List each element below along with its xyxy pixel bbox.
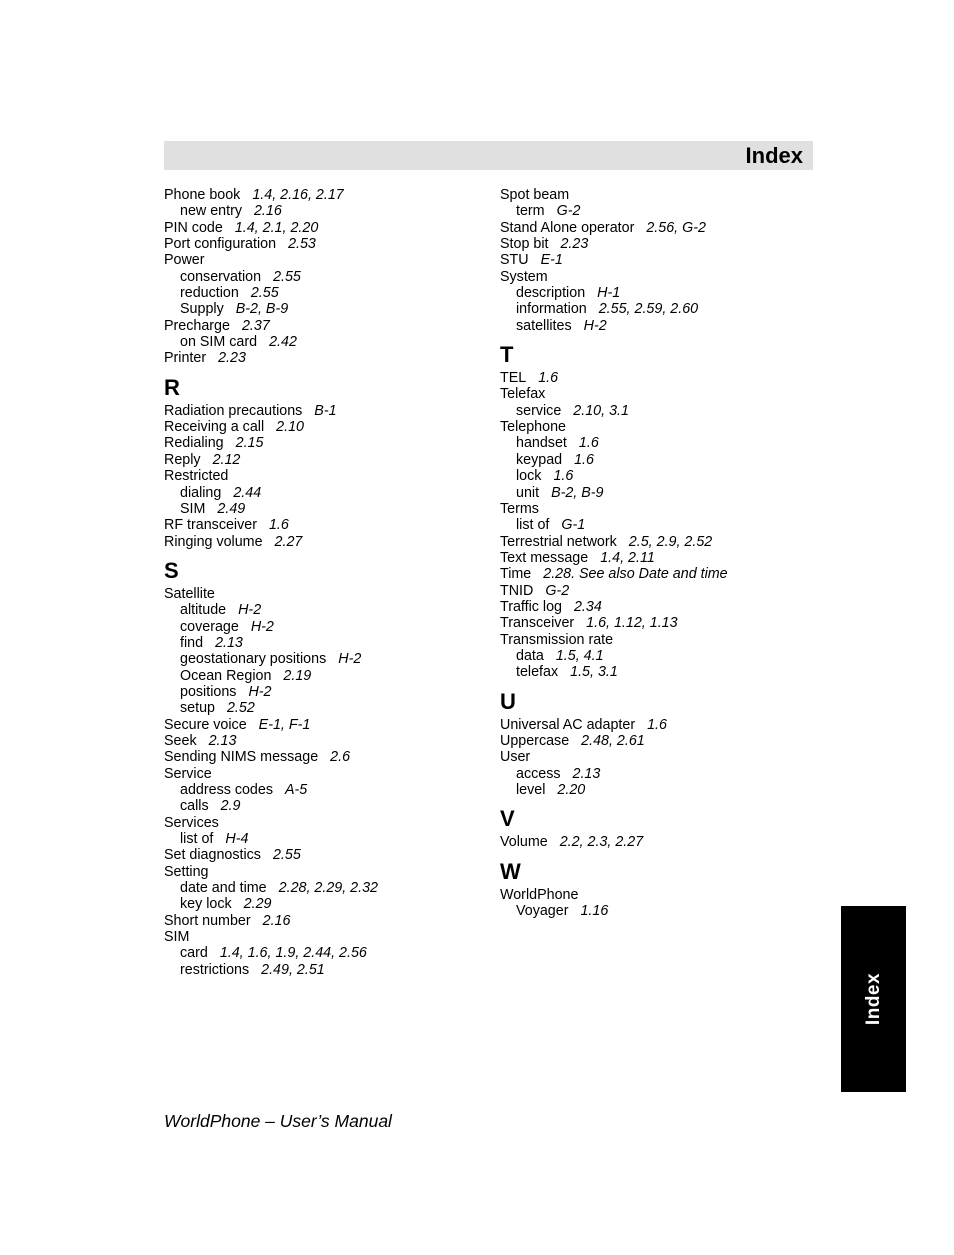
- entry-page-refs[interactable]: G-2: [545, 582, 570, 599]
- entry-page-refs[interactable]: 2.44: [233, 484, 262, 501]
- entry-page-refs[interactable]: H-2: [338, 651, 362, 668]
- entry-term: Setting: [164, 863, 209, 880]
- entry-page-refs[interactable]: B-2, B-9: [551, 484, 604, 501]
- index-entry: [164, 717, 484, 733]
- entry-term: Time: [500, 566, 532, 583]
- entry-term: geostationary positions: [180, 651, 327, 668]
- index-entry: [164, 929, 484, 945]
- entry-page-refs[interactable]: 2.10: [276, 419, 304, 436]
- index-subentry: [500, 766, 820, 782]
- entry-term: unit: [516, 484, 540, 501]
- index-entry: [500, 269, 820, 285]
- entry-page-refs[interactable]: B-2, B-9: [235, 301, 289, 318]
- entry-page-refs[interactable]: 2.20: [557, 782, 586, 798]
- entry-term: Radiation precautions: [164, 402, 303, 419]
- index-subentry: [164, 485, 484, 501]
- index-entry: [164, 452, 484, 468]
- entry-page-refs[interactable]: H-2: [248, 683, 272, 700]
- index-entry: [164, 468, 484, 484]
- entry-page-refs[interactable]: 1.4, 2.11: [600, 549, 655, 566]
- entry-page-refs[interactable]: H-2: [583, 317, 607, 334]
- index-entry: [500, 236, 820, 252]
- index-entry: [164, 864, 484, 880]
- entry-term: Telephone: [500, 419, 566, 436]
- entry-page-refs[interactable]: 1.6: [553, 468, 574, 485]
- entry-page-refs[interactable]: 2.16: [262, 912, 291, 929]
- entry-term: reduction: [180, 285, 239, 302]
- entry-term: Uppercase: [500, 732, 570, 749]
- index-subentry: [164, 782, 484, 798]
- entry-page-refs[interactable]: 2.48, 2.61: [581, 732, 645, 749]
- index-entry: [500, 534, 820, 550]
- index-subentry: [500, 203, 820, 219]
- index-entry: [500, 583, 820, 599]
- entry-term: key lock: [180, 896, 232, 913]
- entry-term: Phone book: [164, 187, 241, 203]
- index-subentry: [164, 301, 484, 317]
- index-entry: [500, 887, 820, 903]
- index-entry: [164, 318, 484, 334]
- index-entry: [500, 566, 820, 582]
- entry-page-refs[interactable]: 1.16: [580, 903, 609, 920]
- entry-term: description: [516, 285, 586, 302]
- index-entry: [164, 236, 484, 252]
- entry-page-refs[interactable]: 2.12: [212, 451, 241, 468]
- section-letter: U: [500, 688, 516, 714]
- entry-term: Volume: [500, 834, 548, 851]
- index-subentry: [164, 684, 484, 700]
- index-column-left: [164, 187, 484, 978]
- index-subentry: [164, 798, 484, 814]
- index-entry: [164, 517, 484, 533]
- thumb-index-tab[interactable]: [841, 906, 906, 1092]
- entry-term: Stand Alone operator: [500, 219, 635, 236]
- entry-page-refs[interactable]: 2.9: [220, 798, 241, 815]
- entry-term: Spot beam: [500, 187, 570, 203]
- entry-term: telefax: [516, 664, 559, 681]
- entry-term: address codes: [180, 782, 273, 798]
- section-letter: T: [500, 342, 514, 368]
- index-subentry: [500, 452, 820, 468]
- index-entry: [500, 717, 820, 733]
- entry-term: find: [180, 634, 204, 651]
- index-entry: [500, 501, 820, 517]
- index-entry: [164, 403, 484, 419]
- index-entry: [164, 350, 484, 366]
- entry-term: Redialing: [164, 435, 224, 452]
- entry-term: access: [516, 765, 561, 782]
- index-subentry: [500, 301, 820, 317]
- entry-term: Terms: [500, 500, 539, 517]
- entry-page-refs[interactable]: 2.13: [572, 765, 601, 782]
- index-entry: [164, 220, 484, 236]
- entry-term: setup: [180, 700, 215, 717]
- entry-page-refs[interactable]: H-1: [597, 285, 621, 302]
- entry-page-refs[interactable]: 2.55: [272, 847, 301, 864]
- index-subentry: [500, 435, 820, 451]
- index-subentry: [164, 269, 484, 285]
- entry-page-refs[interactable]: 1.4, 1.6, 1.9, 2.44, 2.56: [219, 945, 367, 962]
- entry-page-refs[interactable]: 2.2, 2.3, 2.27: [559, 834, 644, 851]
- index-subentry: [500, 485, 820, 501]
- entry-term: Terrestrial network: [500, 533, 617, 550]
- header-bar: [164, 141, 813, 170]
- entry-page-refs[interactable]: H-2: [250, 618, 274, 635]
- entry-page-refs[interactable]: 1.5, 4.1: [555, 647, 604, 664]
- index-subentry: [500, 285, 820, 301]
- entry-term: restrictions: [180, 961, 250, 978]
- section-letter: V: [500, 806, 515, 832]
- index-subentry: [164, 635, 484, 651]
- entry-term: card: [180, 945, 208, 962]
- entry-page-refs[interactable]: 2.16: [253, 203, 282, 220]
- entry-term: handset: [516, 435, 567, 452]
- entry-term: positions: [180, 683, 237, 700]
- index-subentry: [500, 318, 820, 334]
- index-subentry: [500, 903, 820, 919]
- index-entry: [500, 733, 820, 749]
- index-entry: [500, 386, 820, 402]
- entry-page-refs[interactable]: 1.6: [578, 435, 599, 452]
- entry-page-refs[interactable]: G-2: [556, 203, 581, 220]
- entry-page-refs[interactable]: 2.5, 2.9, 2.52: [628, 533, 713, 550]
- entry-page-refs[interactable]: G-1: [561, 517, 586, 534]
- entry-page-refs[interactable]: 2.52: [226, 700, 255, 717]
- entry-term: WorldPhone: [500, 886, 579, 903]
- index-entry: [500, 632, 820, 648]
- entry-page-refs[interactable]: B-1: [314, 402, 337, 419]
- index-entry: [164, 733, 484, 749]
- index-entry: [500, 550, 820, 566]
- entry-page-refs[interactable]: 1.4, 2.16, 2.17: [252, 187, 344, 203]
- entry-term: information: [516, 301, 587, 318]
- footer-title: WorldPhone – User’s Manual: [164, 1111, 392, 1131]
- entry-page-refs[interactable]: 2.27: [274, 533, 303, 550]
- entry-page-refs[interactable]: 2.15: [235, 435, 264, 452]
- entry-page-refs[interactable]: 2.42: [269, 334, 297, 351]
- entry-page-refs[interactable]: 1.6, 1.12, 1.13: [586, 615, 678, 632]
- entry-page-refs[interactable]: 2.56, G-2: [646, 219, 706, 236]
- entry-term: Text message: [500, 549, 589, 566]
- entry-term: Set diagnostics: [164, 847, 261, 864]
- index-entry: [500, 615, 820, 631]
- entry-term: TEL: [500, 370, 527, 387]
- entry-term: PIN code: [164, 219, 223, 236]
- entry-term: calls: [180, 798, 209, 815]
- index-subentry: [500, 517, 820, 533]
- index-entry: [500, 187, 820, 203]
- index-subentry: [164, 896, 484, 912]
- entry-page-refs[interactable]: 2.19: [283, 667, 312, 684]
- index-entry: [164, 252, 484, 268]
- entry-page-refs[interactable]: 2.34: [573, 598, 602, 615]
- index-entry: [164, 435, 484, 451]
- entry-page-refs[interactable]: E-1, F-1: [258, 716, 311, 733]
- entry-term: Receiving a call: [164, 419, 265, 436]
- entry-term: Service: [164, 765, 212, 782]
- index-subentry: [500, 403, 820, 419]
- entry-term: service: [516, 402, 562, 419]
- index-subentry: [164, 668, 484, 684]
- entry-term: Traffic log: [500, 598, 562, 615]
- index-subentry: [164, 501, 484, 517]
- entry-page-refs[interactable]: 2.10, 3.1: [573, 402, 629, 419]
- index-entry: [500, 599, 820, 615]
- entry-term: Voyager: [516, 903, 569, 920]
- entry-term: Services: [164, 814, 219, 831]
- entry-term: altitude: [180, 602, 227, 619]
- entry-term: Port configuration: [164, 236, 277, 253]
- entry-term: Sending NIMS message: [164, 749, 319, 766]
- entry-page-refs[interactable]: 2.55: [250, 285, 279, 302]
- entry-term: SIM: [180, 500, 206, 517]
- entry-term: lock: [516, 468, 542, 485]
- index-subentry: [164, 831, 484, 847]
- index-entry: [164, 534, 484, 550]
- index-entry: [164, 419, 484, 435]
- entry-page-refs[interactable]: 1.5, 3.1: [570, 664, 618, 681]
- entry-page-refs[interactable]: 2.37: [241, 317, 270, 334]
- entry-term: Stop bit: [500, 236, 549, 253]
- entry-term: STU: [500, 252, 529, 269]
- index-entry: [164, 586, 484, 602]
- entry-term: level: [516, 782, 546, 798]
- entry-term: Secure voice: [164, 716, 247, 733]
- index-entry: [164, 187, 484, 203]
- page-title: Index: [745, 143, 803, 168]
- index-entry: [164, 749, 484, 765]
- index-column-right: [500, 187, 820, 919]
- index-entry: [500, 749, 820, 765]
- entry-term: data: [516, 647, 544, 664]
- entry-term: TNID: [500, 582, 534, 599]
- entry-page-refs[interactable]: 1.6: [574, 451, 594, 468]
- entry-page-refs[interactable]: 2.29: [243, 896, 272, 913]
- entry-term: Satellite: [164, 585, 215, 602]
- entry-term: Transmission rate: [500, 631, 614, 648]
- index-subentry: [500, 468, 820, 484]
- index-entry: [164, 766, 484, 782]
- entry-term: Universal AC adapter: [500, 716, 636, 733]
- entry-term: coverage: [180, 618, 239, 635]
- entry-term: Power: [164, 252, 205, 269]
- index-subentry: [164, 203, 484, 219]
- index-subentry: [164, 880, 484, 896]
- entry-term: on SIM card: [180, 334, 258, 351]
- index-subentry: [500, 664, 820, 680]
- entry-page-refs[interactable]: 2.13: [215, 634, 243, 651]
- index-entry: [164, 847, 484, 863]
- section-letter: S: [164, 557, 179, 583]
- entry-page-refs[interactable]: A-5: [285, 782, 308, 798]
- entry-term: User: [500, 749, 531, 766]
- entry-term: Restricted: [164, 468, 229, 485]
- entry-page-refs[interactable]: 2.49: [217, 500, 246, 517]
- entry-term: Precharge: [164, 317, 230, 334]
- index-entry: [500, 370, 820, 386]
- entry-page-refs[interactable]: 2.55: [273, 268, 301, 285]
- index-subentry: [164, 602, 484, 618]
- index-entry: [500, 834, 820, 850]
- entry-term: Transceiver: [500, 615, 575, 632]
- entry-term: list of: [516, 517, 550, 534]
- entry-page-refs[interactable]: 2.23: [218, 350, 246, 367]
- entry-term: date and time: [180, 880, 267, 897]
- index-subentry: [164, 619, 484, 635]
- entry-page-refs[interactable]: 2.53: [288, 236, 316, 253]
- entry-term: conservation: [180, 268, 262, 285]
- section-letter: W: [500, 858, 521, 884]
- entry-term: Printer: [164, 350, 207, 367]
- entry-term: Supply: [180, 301, 224, 318]
- index-subentry: [164, 285, 484, 301]
- entry-page-refs[interactable]: 1.6: [268, 517, 289, 534]
- entry-page-refs[interactable]: 2.6: [330, 749, 351, 766]
- entry-term: satellites: [516, 317, 572, 334]
- entry-page-refs[interactable]: H-2: [238, 602, 262, 619]
- index-subentry: [500, 782, 820, 798]
- entry-term: dialing: [180, 484, 222, 501]
- entry-term: Ringing volume: [164, 533, 263, 550]
- entry-term: Ocean Region: [180, 667, 272, 684]
- index-subentry: [164, 700, 484, 716]
- entry-page-refs[interactable]: 2.49, 2.51: [261, 961, 325, 978]
- index-subentry: [164, 962, 484, 978]
- entry-term: System: [500, 268, 548, 285]
- index-subentry: [164, 334, 484, 350]
- index-entry: [164, 913, 484, 929]
- entry-page-refs[interactable]: 1.6: [647, 716, 667, 733]
- entry-term: Short number: [164, 912, 251, 929]
- entry-page-refs[interactable]: 2.55, 2.59, 2.60: [598, 301, 699, 318]
- entry-page-refs[interactable]: E-1: [540, 252, 563, 269]
- section-letter: R: [164, 374, 180, 400]
- entry-page-refs[interactable]: 2.23: [560, 236, 589, 253]
- entry-term: Telefax: [500, 386, 546, 403]
- index-subentry: [164, 651, 484, 667]
- entry-page-refs[interactable]: 2.28, 2.29, 2.32: [278, 880, 379, 897]
- entry-page-refs[interactable]: 1.4, 2.1, 2.20: [234, 219, 319, 236]
- entry-term: keypad: [516, 451, 563, 468]
- entry-term: SIM: [164, 929, 190, 946]
- entry-page-refs[interactable]: H-4: [225, 831, 249, 848]
- thumb-tab-label: Index: [862, 972, 884, 1026]
- index-entry: [500, 220, 820, 236]
- index-entry: [164, 815, 484, 831]
- index-entry: [500, 252, 820, 268]
- entry-page-refs[interactable]: 1.6: [538, 370, 559, 387]
- index-subentry: [500, 648, 820, 664]
- entry-page-refs[interactable]: 2.28. See also Date and time: [543, 566, 728, 583]
- index-entry: [500, 419, 820, 435]
- entry-term: list of: [180, 831, 214, 848]
- entry-term: Seek: [164, 732, 197, 749]
- entry-page-refs[interactable]: 2.13: [208, 732, 237, 749]
- entry-term: new entry: [180, 203, 242, 220]
- entry-term: RF transceiver: [164, 517, 257, 534]
- index-subentry: [164, 945, 484, 961]
- entry-term: Reply: [164, 451, 201, 468]
- entry-term: term: [516, 203, 545, 220]
